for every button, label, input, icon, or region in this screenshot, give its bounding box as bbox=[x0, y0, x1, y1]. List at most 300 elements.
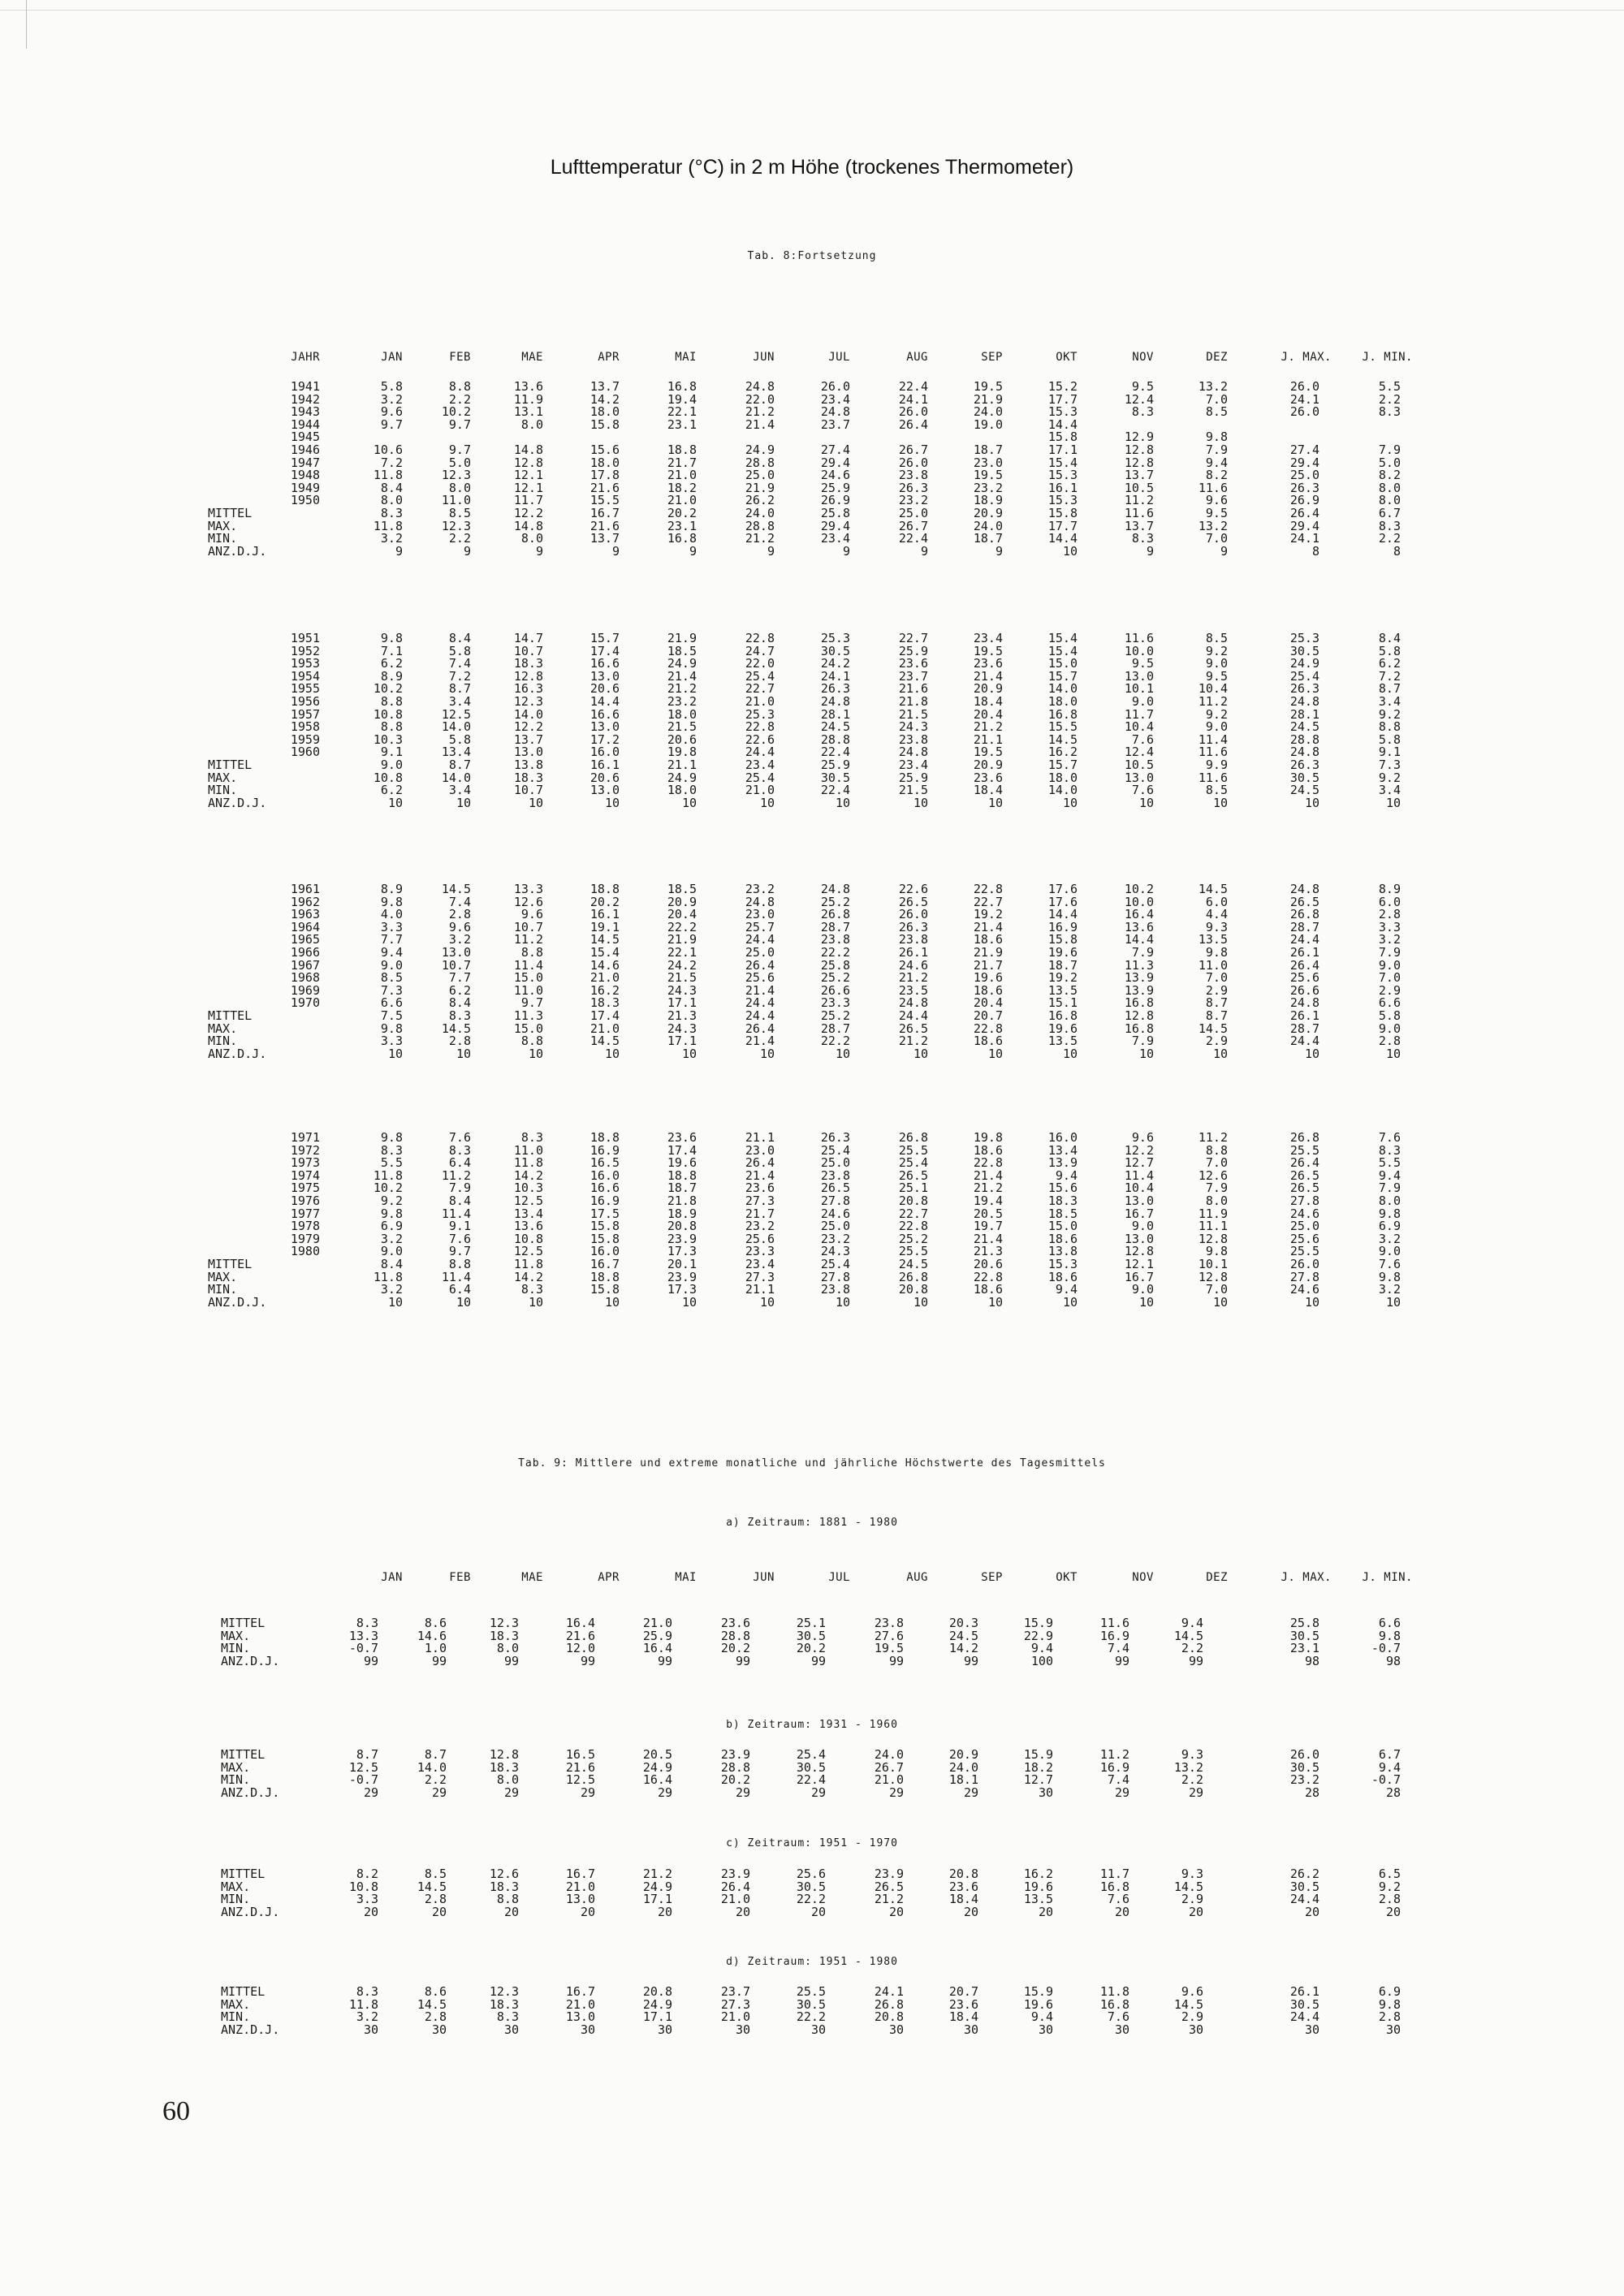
table-cell: 9.7 bbox=[380, 416, 403, 432]
table-cell: 26.4 bbox=[745, 1155, 775, 1171]
table-cell: 7.7 bbox=[448, 970, 471, 986]
table-cell: 11.4 bbox=[441, 1269, 471, 1284]
stat-label: MITTEL bbox=[221, 1867, 266, 1881]
table-cell: 8.3 bbox=[356, 1984, 378, 1999]
tab9-caption: Tab. 9: Mittlere und extreme monatliche und jährliche Höchstwerte des Tagesmittels bbox=[518, 1457, 1106, 1470]
stat-row bbox=[0, 545, 1624, 559]
table-cell: 9.7 bbox=[448, 416, 471, 432]
table-cell: 20 bbox=[1038, 1904, 1053, 1919]
table-cell: 30 bbox=[735, 2022, 750, 2037]
table-cell: 9.3 bbox=[1181, 1747, 1203, 1762]
table-cell: 8.5 bbox=[1205, 404, 1228, 420]
table-cell: 9.4 bbox=[1055, 1167, 1078, 1183]
table-cell: 13.6 bbox=[1124, 919, 1154, 934]
table-cell: 29 bbox=[810, 1785, 826, 1800]
table-cell: 18.0 bbox=[667, 783, 697, 798]
table-cell: 10.0 bbox=[1124, 643, 1154, 658]
table-cell: 18.8 bbox=[667, 1167, 697, 1183]
year-label: 1957 bbox=[290, 706, 320, 722]
table-cell: 10 bbox=[681, 1294, 697, 1310]
table-cell: 8.0 bbox=[496, 1641, 519, 1656]
column-header: AUG bbox=[906, 1571, 928, 1584]
table-cell: 2.9 bbox=[1205, 1034, 1228, 1049]
table-cell: 30 bbox=[963, 2022, 978, 2037]
table-cell: 16.0 bbox=[590, 744, 620, 760]
table-cell: 7.0 bbox=[1205, 970, 1228, 986]
table-cell: 2.2 bbox=[1181, 1772, 1203, 1788]
table-cell: 19.6 bbox=[667, 1155, 697, 1171]
table-cell: 24.1 bbox=[1289, 391, 1320, 407]
table-cell: 7.6 bbox=[1107, 2009, 1129, 2025]
table-cell: 15.9 bbox=[1023, 1747, 1053, 1762]
table-cell: 26.2 bbox=[745, 493, 775, 508]
table-cell: 20.5 bbox=[642, 1747, 672, 1762]
table-cell: 10 bbox=[456, 795, 471, 810]
table-cell: 9.7 bbox=[448, 442, 471, 457]
table-cell: 10.4 bbox=[1124, 719, 1154, 735]
stat-label: ANZ.D.J. bbox=[221, 2022, 280, 2037]
table-cell: 9.8 bbox=[1205, 429, 1228, 445]
table-cell: 15.3 bbox=[1047, 468, 1078, 483]
table-cell: 25.4 bbox=[820, 1142, 850, 1158]
table-cell: 21.1 bbox=[667, 757, 697, 772]
table-cell: 12.8 bbox=[513, 668, 543, 684]
table-cell: 24.0 bbox=[874, 1747, 904, 1762]
table-cell: 25.0 bbox=[1289, 468, 1320, 483]
table-cell: 25.4 bbox=[745, 668, 775, 684]
table-cell: 23.6 bbox=[948, 1879, 978, 1894]
table-cell: 25.5 bbox=[898, 1142, 928, 1158]
table-cell: 29 bbox=[657, 1785, 672, 1800]
stat-label: ANZ.D.J. bbox=[208, 795, 267, 810]
table-cell: 26.0 bbox=[1289, 379, 1320, 394]
year-label: 1942 bbox=[290, 391, 320, 407]
table-cell: 13.0 bbox=[565, 2009, 595, 2025]
table-cell: 10 bbox=[1138, 795, 1154, 810]
table-cell: 20 bbox=[431, 1904, 447, 1919]
year-label: 1962 bbox=[290, 894, 320, 909]
table-cell: 10.7 bbox=[513, 783, 543, 798]
table-cell: 26.4 bbox=[720, 1879, 750, 1894]
table-cell: 2.9 bbox=[1205, 982, 1228, 998]
table-cell: 15.5 bbox=[1047, 719, 1078, 735]
table-cell: 8.4 bbox=[448, 631, 471, 645]
table-cell: 6.2 bbox=[448, 982, 471, 998]
table-cell: 26.3 bbox=[1289, 681, 1320, 697]
table-cell: 12.4 bbox=[1124, 744, 1154, 760]
table-cell: 9.6 bbox=[520, 907, 543, 922]
year-label: 1974 bbox=[290, 1167, 320, 1183]
table-cell: 3.2 bbox=[356, 2009, 378, 2025]
table-cell: 21.9 bbox=[667, 631, 697, 645]
table-cell: 3.2 bbox=[380, 531, 403, 546]
table-cell: 20.9 bbox=[667, 894, 697, 909]
table-cell: 6.7 bbox=[1378, 506, 1401, 520]
table-cell: 7.3 bbox=[380, 982, 403, 998]
table-cell: 9.7 bbox=[520, 995, 543, 1011]
table-cell: 26.4 bbox=[745, 1021, 775, 1036]
table-cell: 14.5 bbox=[441, 882, 471, 896]
column-header: MAE bbox=[521, 1571, 543, 1584]
table-cell: 12.8 bbox=[1124, 1008, 1154, 1023]
table-cell: 10 bbox=[835, 1294, 850, 1310]
table-cell: 11.8 bbox=[1099, 1984, 1129, 1999]
table-cell: 8.9 bbox=[380, 668, 403, 684]
table-cell: 15.5 bbox=[590, 493, 620, 508]
table-cell: 20.2 bbox=[796, 1641, 826, 1656]
table-cell: 24.1 bbox=[898, 391, 928, 407]
table-cell: 26.5 bbox=[820, 1180, 850, 1196]
table-cell: 8.7 bbox=[356, 1747, 378, 1762]
table-cell: 11.2 bbox=[1198, 694, 1228, 709]
table-cell: 13.7 bbox=[1124, 518, 1154, 533]
year-label: 1970 bbox=[290, 995, 320, 1011]
stat-label: ANZ.D.J. bbox=[208, 1294, 267, 1310]
year-label: 1961 bbox=[290, 882, 320, 896]
table-cell: 26.1 bbox=[1289, 945, 1320, 960]
table-cell: 23.0 bbox=[745, 907, 775, 922]
table-cell: 14.5 bbox=[1198, 1021, 1228, 1036]
table-cell: 21.4 bbox=[745, 982, 775, 998]
table-cell: 7.0 bbox=[1205, 1155, 1228, 1171]
table-cell: 16.0 bbox=[1047, 1130, 1078, 1145]
table-cell: 20.8 bbox=[642, 1984, 672, 1999]
table-cell: 9.5 bbox=[1205, 506, 1228, 520]
table-cell: 23.8 bbox=[874, 1616, 904, 1630]
table-cell: 17.4 bbox=[590, 1008, 620, 1023]
table-cell: -0.7 bbox=[348, 1641, 378, 1656]
stat-label: MIN. bbox=[208, 1034, 238, 1049]
table-cell: 99 bbox=[363, 1653, 378, 1668]
table-cell: 18.3 bbox=[489, 1996, 519, 2012]
table-cell: 10 bbox=[387, 1294, 403, 1310]
table-cell: 9.6 bbox=[380, 404, 403, 420]
table-cell: 22.0 bbox=[745, 391, 775, 407]
table-cell: 12.9 bbox=[1124, 429, 1154, 445]
table-cell: 25.1 bbox=[898, 1180, 928, 1196]
table-cell: 30.5 bbox=[1289, 1996, 1320, 2012]
table-cell: 18.3 bbox=[489, 1628, 519, 1643]
table-cell: 9.8 bbox=[380, 1206, 403, 1221]
table-cell: 18.0 bbox=[1047, 770, 1078, 785]
table-cell: 13.0 bbox=[590, 719, 620, 735]
year-label: 1948 bbox=[290, 468, 320, 483]
table-cell: 21.4 bbox=[973, 1167, 1003, 1183]
table-cell: 99 bbox=[963, 1653, 978, 1668]
table-cell: 12.1 bbox=[513, 468, 543, 483]
table-cell: 6.4 bbox=[448, 1155, 471, 1171]
table-cell: 18.6 bbox=[1047, 1231, 1078, 1246]
table-cell: 25.6 bbox=[1289, 1231, 1320, 1246]
table-cell: 9.8 bbox=[380, 1130, 403, 1145]
table-cell: 24.3 bbox=[667, 982, 697, 998]
table-cell: 16.8 bbox=[1047, 706, 1078, 722]
column-header: SEP bbox=[981, 1571, 1003, 1584]
table-cell: 29.4 bbox=[820, 455, 850, 470]
table-cell: 7.6 bbox=[1107, 1892, 1129, 1907]
table-cell: 15.6 bbox=[590, 442, 620, 457]
table-cell: 11.6 bbox=[1198, 480, 1228, 495]
year-label: 1954 bbox=[290, 668, 320, 684]
table-cell: 16.4 bbox=[1124, 907, 1154, 922]
table-cell: 26.5 bbox=[874, 1879, 904, 1894]
table-cell: 21.4 bbox=[745, 1167, 775, 1183]
table-cell: 28 bbox=[1385, 1785, 1401, 1800]
table-cell: 30.5 bbox=[796, 1628, 826, 1643]
table-cell: 16.9 bbox=[1099, 1628, 1129, 1643]
table-cell: 18.7 bbox=[973, 442, 1003, 457]
table-cell: 28.7 bbox=[1289, 919, 1320, 934]
table-cell: 9.0 bbox=[1378, 1244, 1401, 1259]
table-cell: 24.9 bbox=[745, 442, 775, 457]
table-cell: 12.1 bbox=[513, 480, 543, 495]
year-label: 1978 bbox=[290, 1219, 320, 1234]
table-cell: 28.1 bbox=[820, 706, 850, 722]
table-cell: 11.6 bbox=[1198, 770, 1228, 785]
table-cell: 12.3 bbox=[489, 1984, 519, 1999]
table-cell: 24.8 bbox=[745, 894, 775, 909]
table-cell: 11.2 bbox=[441, 1167, 471, 1183]
table-cell: 12.8 bbox=[1198, 1231, 1228, 1246]
table-cell: 6.6 bbox=[1378, 1616, 1401, 1630]
table-cell: 12.6 bbox=[1198, 1167, 1228, 1183]
table-cell: 24.8 bbox=[1289, 744, 1320, 760]
table-cell: 14.2 bbox=[590, 391, 620, 407]
table-cell: 5.8 bbox=[380, 379, 403, 394]
table-cell: 25.5 bbox=[1289, 1142, 1320, 1158]
table-cell: 11.3 bbox=[1124, 957, 1154, 973]
table-cell: 13.7 bbox=[1124, 468, 1154, 483]
table-cell: 19.5 bbox=[874, 1641, 904, 1656]
table-cell: 8.3 bbox=[356, 1616, 378, 1630]
table-cell: 11.2 bbox=[513, 932, 543, 947]
table-cell: 24.8 bbox=[745, 379, 775, 394]
table-cell: 25.8 bbox=[820, 957, 850, 973]
table-cell: 26.5 bbox=[1289, 894, 1320, 909]
table-cell: 24.8 bbox=[898, 744, 928, 760]
table-cell: 8.7 bbox=[424, 1747, 447, 1762]
table-cell: 24.0 bbox=[973, 518, 1003, 533]
table-cell: 25.4 bbox=[796, 1747, 826, 1762]
table-cell: 29 bbox=[888, 1785, 904, 1800]
table-cell: 18.1 bbox=[948, 1772, 978, 1788]
table-cell: 13.0 bbox=[565, 1892, 595, 1907]
table-cell: 20.6 bbox=[590, 770, 620, 785]
table-cell: 7.2 bbox=[448, 668, 471, 684]
table-cell: 23.8 bbox=[898, 468, 928, 483]
table-cell: 25.9 bbox=[642, 1628, 672, 1643]
table-cell: 9.5 bbox=[1205, 668, 1228, 684]
table-cell: 7.9 bbox=[1205, 1180, 1228, 1196]
table-cell: 23.4 bbox=[820, 391, 850, 407]
table-cell: 13.3 bbox=[513, 882, 543, 896]
stat-row bbox=[0, 1296, 1624, 1310]
table-cell: 8.4 bbox=[448, 995, 471, 1011]
table-cell: 12.3 bbox=[489, 1616, 519, 1630]
table-cell: 20 bbox=[580, 1904, 595, 1919]
table-cell: 14.0 bbox=[513, 706, 543, 722]
table-cell: 13.5 bbox=[1047, 982, 1078, 998]
table-cell: 10 bbox=[913, 795, 928, 810]
table-cell: 11.7 bbox=[1099, 1867, 1129, 1881]
table-cell: 12.5 bbox=[565, 1772, 595, 1788]
column-header: APR bbox=[598, 1571, 620, 1584]
table-cell: 27.3 bbox=[720, 1996, 750, 2012]
table-cell: 26.5 bbox=[898, 894, 928, 909]
table-cell: 2.8 bbox=[1378, 907, 1401, 922]
table-cell: 11.6 bbox=[1198, 744, 1228, 760]
table-cell: 8.3 bbox=[1378, 404, 1401, 420]
table-cell: 18.8 bbox=[667, 442, 697, 457]
table-cell: 16.1 bbox=[590, 757, 620, 772]
table-cell: 24.8 bbox=[1289, 882, 1320, 896]
table-cell: 13.0 bbox=[590, 783, 620, 798]
table-cell: 19.8 bbox=[667, 744, 697, 760]
table-cell: 26.5 bbox=[1289, 1167, 1320, 1183]
table-cell: 3.4 bbox=[1378, 694, 1401, 709]
table-cell: 9.8 bbox=[1205, 1244, 1228, 1259]
table-cell: 8.0 bbox=[1205, 1193, 1228, 1208]
table-cell: 14.2 bbox=[948, 1641, 978, 1656]
table-cell: 10.5 bbox=[1124, 757, 1154, 772]
table-cell: 13.7 bbox=[513, 732, 543, 747]
table-cell: 25.4 bbox=[820, 1257, 850, 1271]
table-cell: 20 bbox=[1188, 1904, 1203, 1919]
table-cell: 14.4 bbox=[1047, 531, 1078, 546]
table-cell: 5.0 bbox=[1378, 455, 1401, 470]
table-cell: 28.7 bbox=[1289, 1021, 1320, 1036]
column-header: JUN bbox=[753, 351, 775, 364]
table-cell: 16.8 bbox=[667, 379, 697, 394]
table-cell: 7.6 bbox=[1378, 1130, 1401, 1145]
table-cell: 28.7 bbox=[820, 1021, 850, 1036]
table-cell: 2.2 bbox=[1378, 391, 1401, 407]
year-label: 1944 bbox=[290, 416, 320, 432]
table-cell: 8.7 bbox=[448, 681, 471, 697]
table-cell: 8.4 bbox=[1378, 631, 1401, 645]
table-cell: 23.2 bbox=[667, 694, 697, 709]
table-cell: 17.3 bbox=[667, 1244, 697, 1259]
table-cell: 8.8 bbox=[1378, 719, 1401, 735]
tab8-caption: Tab. 8:Fortsetzung bbox=[747, 250, 877, 262]
table-cell: 10 bbox=[387, 1046, 403, 1061]
table-cell: 26.1 bbox=[1289, 1008, 1320, 1023]
table-cell: 29 bbox=[735, 1785, 750, 1800]
table-cell: 5.8 bbox=[448, 643, 471, 658]
table-cell: 25.9 bbox=[898, 770, 928, 785]
table-cell: 16.8 bbox=[1099, 1879, 1129, 1894]
table-cell: 21.0 bbox=[720, 2009, 750, 2025]
table-cell: 2.2 bbox=[1181, 1641, 1203, 1656]
year-label: 1951 bbox=[290, 631, 320, 645]
table-cell: 9.0 bbox=[380, 757, 403, 772]
table-cell: 15.3 bbox=[1047, 493, 1078, 508]
year-label: 1972 bbox=[290, 1142, 320, 1158]
table-cell: 13.9 bbox=[1047, 1155, 1078, 1171]
table-cell: 26.4 bbox=[898, 416, 928, 432]
table-cell: 14.5 bbox=[417, 1879, 447, 1894]
table-cell: 18.0 bbox=[590, 404, 620, 420]
table-cell: 21.2 bbox=[973, 719, 1003, 735]
table-cell: 11.2 bbox=[1124, 493, 1154, 508]
column-header: JUL bbox=[828, 351, 850, 364]
stat-label: MAX. bbox=[208, 1021, 238, 1036]
table-cell: 22.7 bbox=[898, 631, 928, 645]
table-cell: 17.5 bbox=[590, 1206, 620, 1221]
stat-label: MAX. bbox=[208, 1269, 238, 1284]
table-cell: 8.4 bbox=[448, 1193, 471, 1208]
table-cell: 17.1 bbox=[1047, 442, 1078, 457]
table-cell: 18.6 bbox=[973, 1282, 1003, 1297]
table-cell: 10 bbox=[759, 1294, 775, 1310]
table-cell: 9.0 bbox=[1131, 694, 1154, 709]
table-cell: 16.8 bbox=[1047, 1008, 1078, 1023]
table-cell: 12.5 bbox=[513, 1193, 543, 1208]
table-cell: 18.9 bbox=[973, 493, 1003, 508]
table-cell: 14.5 bbox=[1173, 1628, 1203, 1643]
table-cell: 7.7 bbox=[380, 932, 403, 947]
table-cell: 10 bbox=[1304, 795, 1320, 810]
table-cell: 15.7 bbox=[590, 631, 620, 645]
table-cell: 15.2 bbox=[1047, 379, 1078, 394]
table-cell: 18.7 bbox=[1047, 957, 1078, 973]
table-cell: 21.8 bbox=[898, 694, 928, 709]
table-cell: 21.1 bbox=[745, 1282, 775, 1297]
table-cell: 20.5 bbox=[973, 1206, 1003, 1221]
table-cell: 5.5 bbox=[1378, 379, 1401, 394]
table-cell: 21.5 bbox=[667, 719, 697, 735]
table-cell: 7.9 bbox=[1131, 945, 1154, 960]
table-cell: 12.0 bbox=[565, 1641, 595, 1656]
table-cell: 20.9 bbox=[973, 506, 1003, 520]
table-cell: 20 bbox=[888, 1904, 904, 1919]
table-cell: 16.8 bbox=[1124, 995, 1154, 1011]
stat-label: MITTEL bbox=[221, 1616, 266, 1630]
table-cell: 8.5 bbox=[380, 970, 403, 986]
table-cell: 3.2 bbox=[380, 1282, 403, 1297]
table-cell: 20 bbox=[363, 1904, 378, 1919]
table-cell: 24.4 bbox=[1289, 1892, 1320, 1907]
table-cell: 25.0 bbox=[820, 1155, 850, 1171]
table-cell: 23.2 bbox=[1289, 1772, 1320, 1788]
table-cell: 2.2 bbox=[1378, 531, 1401, 546]
table-cell: 21.3 bbox=[667, 1008, 697, 1023]
table-cell: 15.4 bbox=[590, 945, 620, 960]
table-cell: 19.5 bbox=[973, 744, 1003, 760]
table-cell: -0.7 bbox=[1371, 1641, 1401, 1656]
table-cell: 21.2 bbox=[973, 1180, 1003, 1196]
table-cell: 10.0 bbox=[1124, 894, 1154, 909]
table-cell: 9.3 bbox=[1205, 919, 1228, 934]
table-cell: 9.8 bbox=[1205, 945, 1228, 960]
table-cell: 10 bbox=[604, 1046, 620, 1061]
column-header: MAI bbox=[675, 1571, 697, 1584]
stat-row bbox=[0, 1047, 1624, 1061]
table-cell: 14.5 bbox=[1173, 1996, 1203, 2012]
table-cell: 13.0 bbox=[513, 744, 543, 760]
table-cell: 5.8 bbox=[1378, 732, 1401, 747]
table-cell: 9.2 bbox=[1378, 706, 1401, 722]
table-cell: 14.5 bbox=[1173, 1879, 1203, 1894]
table-cell: 27.4 bbox=[1289, 442, 1320, 457]
table-cell: 8.5 bbox=[1205, 631, 1228, 645]
table-cell: 16.7 bbox=[565, 1867, 595, 1881]
table-cell: 21.0 bbox=[874, 1772, 904, 1788]
table-cell: 21.5 bbox=[667, 970, 697, 986]
table-cell: 10.2 bbox=[373, 681, 403, 697]
table-cell: 5.8 bbox=[1378, 1008, 1401, 1023]
table-cell: 21.2 bbox=[874, 1892, 904, 1907]
